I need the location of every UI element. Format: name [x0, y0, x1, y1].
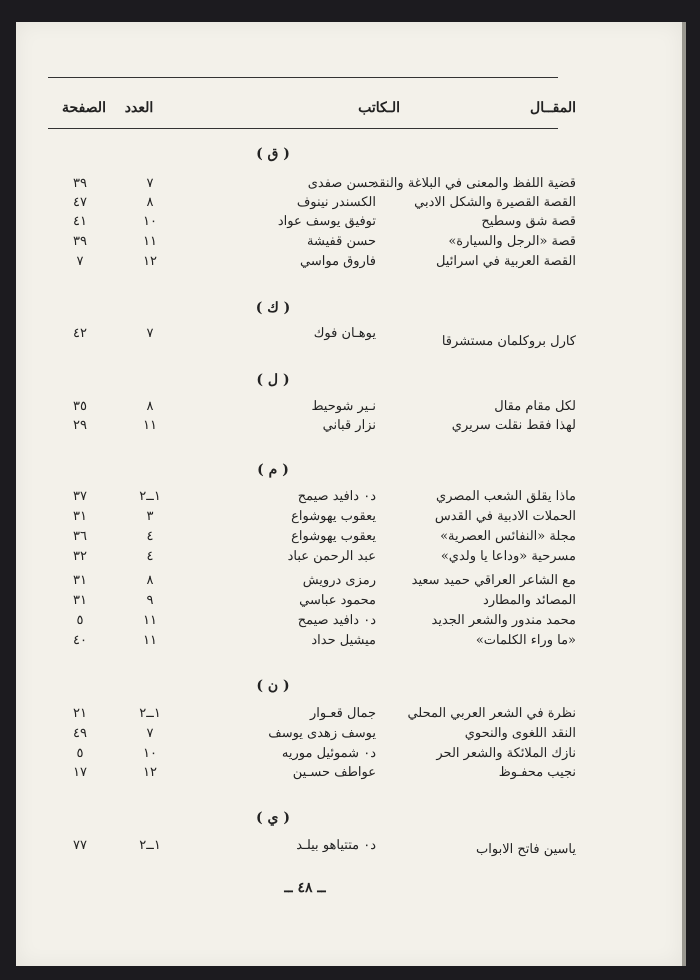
- article-author: محمود عباسي: [299, 593, 376, 608]
- table-row: [0, 571, 700, 591]
- article-author: د٠ دافيد صيمح: [297, 613, 376, 628]
- table-row: [0, 232, 700, 252]
- article-author: توفيق يوسف عواد: [277, 214, 376, 229]
- table-header: [0, 98, 700, 118]
- header-page: الصفحة: [62, 100, 106, 116]
- header-rule: [48, 128, 558, 129]
- section-letter: ( ق ): [256, 146, 290, 162]
- article-issue: ٧: [146, 176, 154, 191]
- article-title: قصة «الرجل والسيارة»: [448, 234, 576, 249]
- article-title: الحملات الادبية في القدس: [434, 509, 576, 524]
- section-letter: ( ي ): [256, 810, 290, 826]
- article-title: لكل مقام مقال: [494, 399, 576, 414]
- article-issue: ٧: [146, 326, 154, 341]
- table-row: [0, 212, 700, 232]
- article-author: الكسندر نينوف: [296, 195, 376, 210]
- article-author: د٠ متتياهو بيلـد: [296, 838, 376, 853]
- top-rule: [48, 77, 558, 78]
- article-author: يوسف زهدى يوسف: [268, 726, 376, 741]
- table-row: [0, 724, 700, 744]
- table-row: [0, 591, 700, 611]
- article-author: عبد الرحمن عباد: [287, 549, 376, 564]
- article-title: مسرحية «وداعا يا ولدي»: [440, 549, 576, 564]
- article-title: قضية اللفظ والمعنى في البلاغة والنقد: [372, 176, 576, 191]
- article-page: ٣٦: [73, 529, 87, 544]
- article-title: ماذا يقلق الشعب المصري: [436, 489, 576, 504]
- article-issue: ١١: [143, 613, 157, 628]
- article-page: ٤٢: [73, 326, 87, 341]
- header-issue: العدد: [124, 100, 154, 116]
- table-row: [0, 836, 700, 856]
- article-page: ٢٩: [73, 418, 87, 433]
- page-number: ــ ٤٨ ــ: [284, 880, 326, 896]
- article-issue: ٣: [146, 509, 154, 524]
- article-page: ٤٧: [73, 195, 87, 210]
- article-title: نجيب محفـوظ: [498, 765, 576, 780]
- table-row: [0, 193, 700, 213]
- article-issue: ١ــ٢: [139, 706, 161, 721]
- table-row: [0, 252, 700, 272]
- article-issue: ١ــ٢: [139, 838, 161, 853]
- table-row: [0, 324, 700, 349]
- header-author: الـكاتب: [358, 100, 400, 116]
- article-author: د٠ شموئيل موريه: [281, 746, 376, 761]
- article-page: ٤٠: [73, 633, 87, 648]
- article-issue: ٤: [146, 549, 154, 564]
- article-page: ٣٥: [73, 399, 87, 414]
- article-page: ٧: [76, 254, 84, 269]
- article-page: ٤٩: [73, 726, 87, 741]
- table-row: [0, 763, 700, 783]
- article-author: د٠ دافيد صيمح: [297, 489, 376, 504]
- article-page: ٧٧: [73, 838, 87, 853]
- article-issue: ٨: [146, 399, 154, 414]
- article-author: فاروق مواسي: [300, 254, 376, 269]
- article-title: نازك الملائكة والشعر الحر: [436, 746, 576, 761]
- article-page: ٣٢: [73, 549, 87, 564]
- article-author: نـير شوحيط: [311, 399, 376, 414]
- article-author: جمال قعـوار: [310, 706, 376, 721]
- article-page: ٥: [76, 613, 84, 628]
- article-author: نزار قباني: [322, 418, 376, 433]
- article-issue: ١١: [143, 234, 157, 249]
- article-title: القصة القصيرة والشكل الادبي: [414, 195, 576, 210]
- article-title: محمد مندور والشعر الجديد: [431, 613, 576, 628]
- article-title: مع الشاعر العراقي حميد سعيد: [411, 573, 576, 588]
- article-author: يعقوب يهوشواع: [291, 509, 376, 524]
- article-issue: ١٠: [143, 746, 157, 761]
- article-issue: ١١: [143, 418, 157, 433]
- article-author: حسن قفيشة: [307, 234, 376, 249]
- table-row: [0, 631, 700, 651]
- table-row: [0, 174, 700, 194]
- section-letter: ( ك ): [255, 300, 291, 316]
- article-issue: ١٠: [143, 214, 157, 229]
- article-title: لهذا فقط نقلت سريري: [451, 418, 576, 433]
- article-author: يوهـان فوك: [313, 326, 376, 341]
- table-row: [0, 547, 700, 567]
- article-title: المصائد والمطارد: [483, 593, 576, 608]
- article-page: ٢١: [73, 706, 87, 721]
- table-row: [0, 487, 700, 507]
- article-issue: ٨: [146, 195, 154, 210]
- article-page: ١٧: [73, 765, 87, 780]
- article-issue: ١ــ٢: [139, 489, 161, 504]
- article-author: رمزى درويش: [302, 573, 376, 588]
- article-issue: ١٢: [143, 765, 157, 780]
- table-row: [0, 744, 700, 764]
- article-title: نظرة في الشعر العربي المحلي: [407, 706, 576, 721]
- article-author: ميشيل حداد: [311, 633, 376, 648]
- article-issue: ٤: [146, 529, 154, 544]
- article-page: ٣١: [73, 593, 87, 608]
- header-article: المقــال: [530, 100, 576, 116]
- article-page: ٣١: [73, 509, 87, 524]
- article-page: ٤١: [73, 214, 87, 229]
- section-letter: ( م ): [257, 462, 289, 478]
- article-title: مجلة «النفائس العصرية»: [440, 529, 576, 544]
- article-title: «ما وراء الكلمات»: [475, 633, 576, 648]
- article-page: ٣٩: [73, 176, 87, 191]
- article-page: ٣١: [73, 573, 87, 588]
- article-issue: ٨: [146, 573, 154, 588]
- article-title: قصة شق وسطيح: [481, 214, 576, 229]
- article-page: ٥: [76, 746, 84, 761]
- article-title: كارل بروكلمان مستشرقا: [441, 334, 576, 349]
- article-title: ياسين فاتح الابواب: [476, 842, 576, 857]
- article-author: عواطف حسـين: [292, 765, 376, 780]
- article-issue: ١٢: [143, 254, 157, 269]
- table-row: [0, 527, 700, 547]
- article-page: ٣٧: [73, 489, 87, 504]
- table-row: [0, 416, 700, 436]
- table-row: [0, 507, 700, 527]
- section-letter: ( ن ): [256, 678, 290, 694]
- article-author: يعقوب يهوشواع: [291, 529, 376, 544]
- table-row: [0, 611, 700, 631]
- article-page: ٣٩: [73, 234, 87, 249]
- section-letter: ( ل ): [256, 372, 290, 388]
- article-issue: ٩: [146, 593, 154, 608]
- article-issue: ٧: [146, 726, 154, 741]
- table-row: [0, 704, 700, 724]
- article-author: حسن صفدى: [307, 176, 376, 191]
- table-row: [0, 397, 700, 417]
- article-issue: ١١: [143, 633, 157, 648]
- article-title: القصة العربية في اسرائيل: [435, 254, 576, 269]
- article-title: النقد اللغوى والنحوي: [464, 726, 576, 741]
